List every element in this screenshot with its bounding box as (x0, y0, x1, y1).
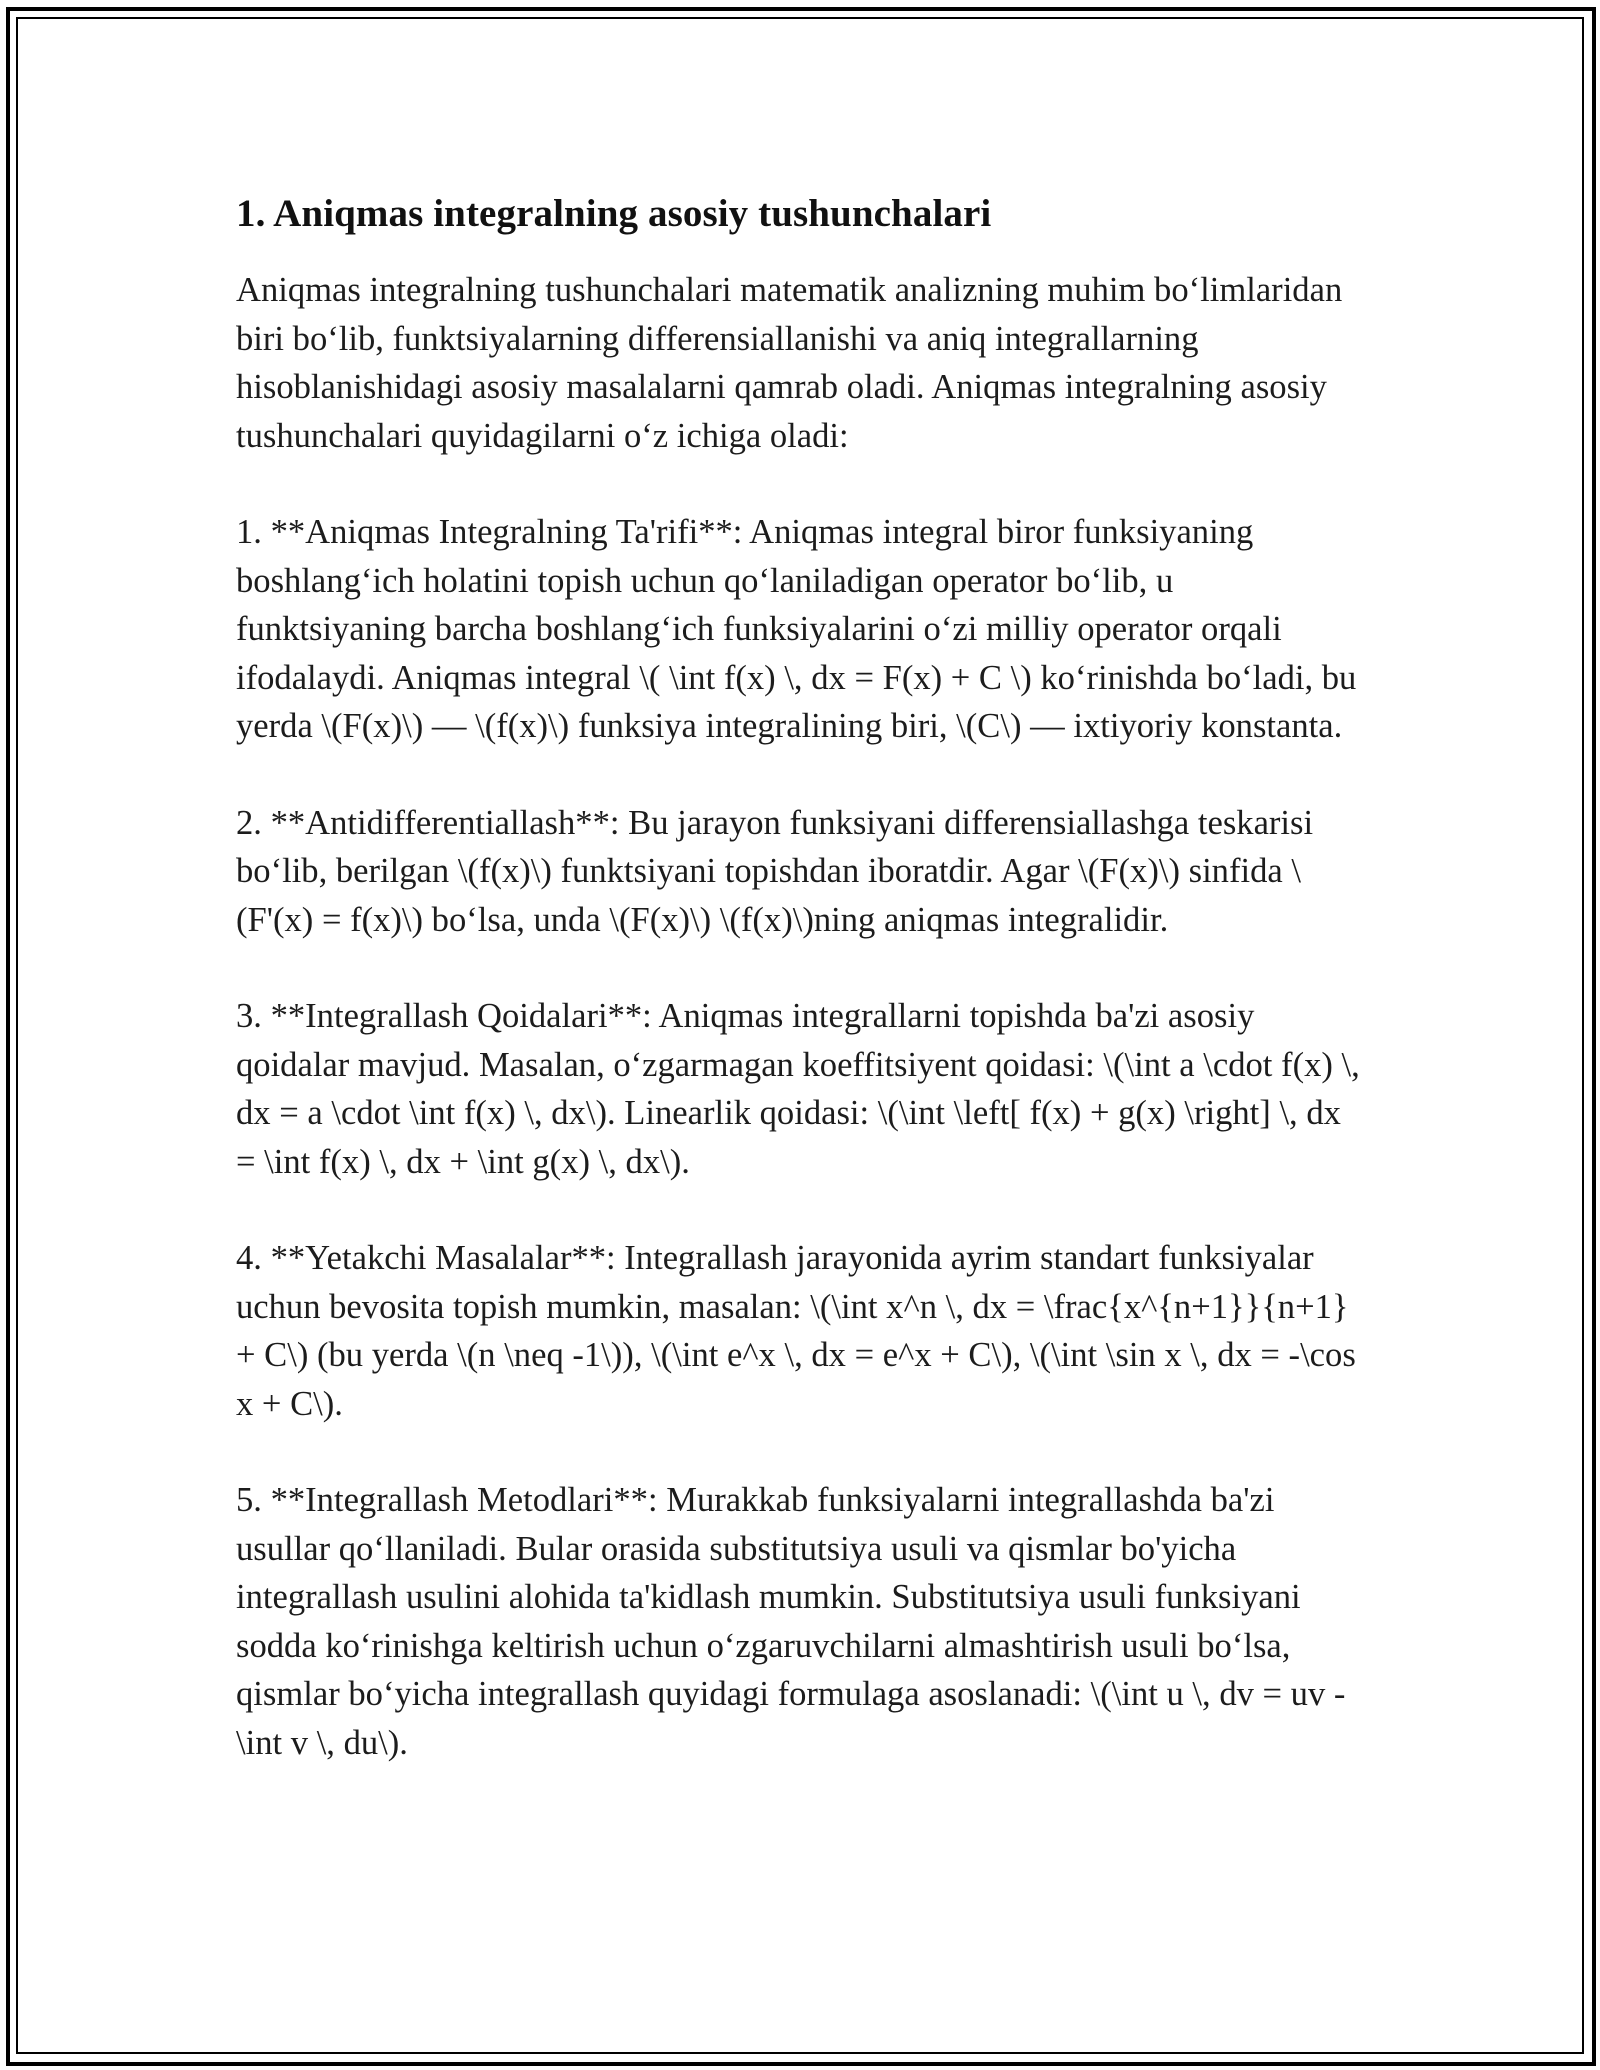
document-body (236, 184, 1366, 1767)
section-heading: 1. Aniqmas integralning asosiy tushunchalari (236, 192, 992, 235)
paragraph-integration-rules: 3. **Integrallash Qoidalari**: Aniqmas integrallarni topishda ba'zi asosiy qoidalar mavjud. Masalan, o‘zgarmagan koeffitsiyent qoidasi: \(\int a \cdot f(x) \, dx = a \cdot \int f(x) \, dx\). Linearlik qoidasi: \(\int \left[ f(x) + g(x) \right] \, dx = \int f(x) \, dx + \int g(x) \, dx\). (236, 997, 1360, 1181)
paragraph-antidifferentiation: 2. **Antidifferentiallash**: Bu jarayon funksiyani differensiallashga teskarisi bo‘lib, berilgan \(f(x)\) funktsiyani topishdan iboratdir. Agar \(F(x)\) sinfida \(F'(x) = f(x)\) bo‘lsa, unda \(F(x)\) \(f(x)\)ning aniqmas integralidir. (236, 803, 1314, 939)
paragraph-definition: 1. **Aniqmas Integralning Ta'rifi**: Aniqmas integral biror funksiyaning boshlang‘ich holatini topish uchun qo‘laniladigan operator bo‘lib, u funktsiyaning barcha boshlang‘ich funksiyalarini o‘zi milliy operator orqali ifodalaydi. Aniqmas integral \( \int f(x) \, dx = F(x) + C \) ko‘rinishda bo‘ladi, bu yerda \(F(x)\) — \(f(x)\) funksiya integralining biri, \(C\) — ixtiyoriy konstanta. (236, 513, 1357, 745)
paragraph-integration-methods: 5. **Integrallash Metodlari**: Murakkab funksiyalarni integrallashda ba'zi usullar qo‘llaniladi. Bular orasida substitutsiya usuli va qismlar bo'yicha integrallash usulini alohida ta'kidlash mumkin. Substitutsiya usuli funksiyani sodda ko‘rinishga keltirish uchun o‘zgaruvchilarni almashtirish usuli bo‘lsa, qismlar bo‘yicha integrallash quyidagi formulaga asoslanadi: \(\int u \, dv = uv - \int v \, du\). (236, 1481, 1346, 1762)
paragraph-standard-integrals: 4. **Yetakchi Masalalar**: Integrallash jarayonida ayrim standart funksiyalar uchun bevosita topish mumkin, masalan: \(\int x^n \, dx = \frac{x^{n+1}}{n+1} + C\) (bu yerda \(n \neq -1\)), \(\int e^x \, dx = e^x + C\), \(\int \sin x \, dx = -\cos x + C\). (236, 1239, 1356, 1423)
intro-paragraph: Aniqmas integralning tushunchalari matematik analizning muhim bo‘limlaridan biri bo‘lib, funktsiyalarning differensiallanishi va aniq integrallarning hisoblanishidagi asosiy masalalarni qamrab oladi. Aniqmas integralning asosiy tushunchalari quyidagilarni o‘z ichiga oladi: (236, 271, 1343, 455)
